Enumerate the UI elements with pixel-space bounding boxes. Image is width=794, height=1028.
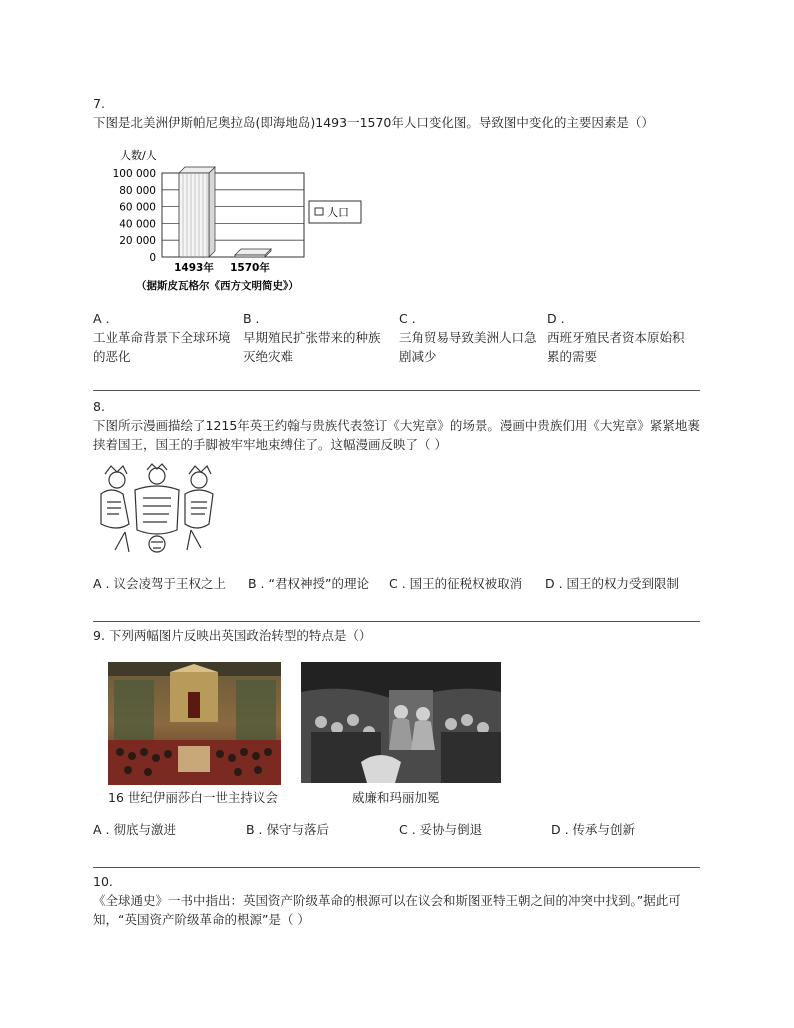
q9-option-a[interactable]: A . 彻底与激进 <box>93 822 176 837</box>
legend-label: 人口 <box>327 206 349 219</box>
option-text: 工业革命背景下全球环境的恶化 <box>93 330 231 364</box>
bar <box>235 255 265 257</box>
question-number: 8. <box>93 399 105 414</box>
y-tick-label: 20 000 <box>119 235 156 248</box>
q8-option-b[interactable]: B . “君权神授”的理论 <box>248 576 369 591</box>
x-ticks <box>174 261 270 274</box>
option-letter: D . <box>547 311 565 326</box>
y-tick-label: 80 000 <box>119 184 156 197</box>
chart-source: （据斯皮瓦格尔《西方文明简史》） <box>136 280 299 292</box>
option-letter: C . <box>399 311 416 326</box>
bar-side <box>209 167 215 257</box>
y-tick-label: 0 <box>149 252 156 264</box>
y-axis-label: 人数/人 <box>120 149 157 162</box>
divider <box>93 867 700 868</box>
question-stem: 下图是北美洲伊斯帕尼奥拉岛(即海地岛)1493一1570年人口变化图。导致图中变化的主要因素是（） <box>93 115 654 130</box>
caption-right: 威廉和玛丽加冕 <box>352 790 440 805</box>
x-tick-label: 1493年 <box>174 262 214 274</box>
question-10 <box>93 872 703 929</box>
question-7 <box>93 94 703 132</box>
caption-left: 16 世纪伊丽莎白一世主持议会 <box>108 790 278 805</box>
q9-option-b[interactable]: B . 保守与落后 <box>246 822 329 837</box>
bar-top <box>235 249 271 255</box>
q7-option-d[interactable] <box>547 309 689 366</box>
q8-option-c[interactable]: C . 国王的征税权被取消 <box>389 576 523 591</box>
option-text: 早期殖民扩张带来的种族灭绝灾难 <box>243 330 381 364</box>
question-9 <box>93 626 703 645</box>
option-letter: B . <box>243 311 260 326</box>
q9-option-d[interactable]: D . 传承与创新 <box>551 822 636 837</box>
bar-top <box>179 167 215 173</box>
question-stem: 《全球通史》一书中指出：英国资产阶级革命的根源可以在议会和斯图亚特王朝之间的冲突中找到。”据此可知，“英国资产阶级革命的根源”是（ ） <box>93 893 681 927</box>
coronation-engraving <box>301 662 501 783</box>
question-number: 7. <box>93 96 105 111</box>
q9-option-c[interactable]: C . 妥协与倒退 <box>399 822 483 837</box>
bar <box>179 173 209 257</box>
q7-option-c[interactable] <box>399 309 541 366</box>
q8-option-a[interactable]: A . 议会凌驾于王权之上 <box>93 576 226 591</box>
question-stem: 9. 下列两幅图片反映出英国政治转型的特点是（） <box>93 628 372 643</box>
legend-swatch <box>315 208 323 215</box>
y-tick-label: 40 000 <box>119 218 156 231</box>
option-text: 西班牙殖民者资本原始积累的需要 <box>547 330 685 364</box>
legend <box>309 201 361 223</box>
bars <box>179 167 271 257</box>
parliament-painting <box>108 662 281 785</box>
divider <box>93 390 700 391</box>
q7-option-b[interactable] <box>243 309 385 366</box>
y-tick-label: 60 000 <box>119 201 156 214</box>
question-8 <box>93 397 703 454</box>
y-tick-label: 100 000 <box>112 168 156 180</box>
divider <box>93 621 700 622</box>
population-bar-chart <box>112 143 372 295</box>
question-number: 10. <box>93 874 113 889</box>
question-stem: 下图所示漫画描绘了1215年英王约翰与贵族代表签订《大宪章》的场景。漫画中贵族们用《大宪章》紧紧地裹挟着国王，国王的手脚被牢牢地束缚住了。这幅漫画反映了（ ） <box>93 418 700 452</box>
x-tick-label: 1570年 <box>230 262 270 274</box>
option-letter: A . <box>93 311 110 326</box>
y-ticks <box>113 168 156 264</box>
magna-carta-cartoon <box>95 462 225 560</box>
q8-option-d[interactable]: D . 国王的权力受到限制 <box>545 576 680 591</box>
option-text: 三角贸易导致美洲人口急剧减少 <box>399 330 537 364</box>
q7-option-a[interactable] <box>93 309 235 366</box>
